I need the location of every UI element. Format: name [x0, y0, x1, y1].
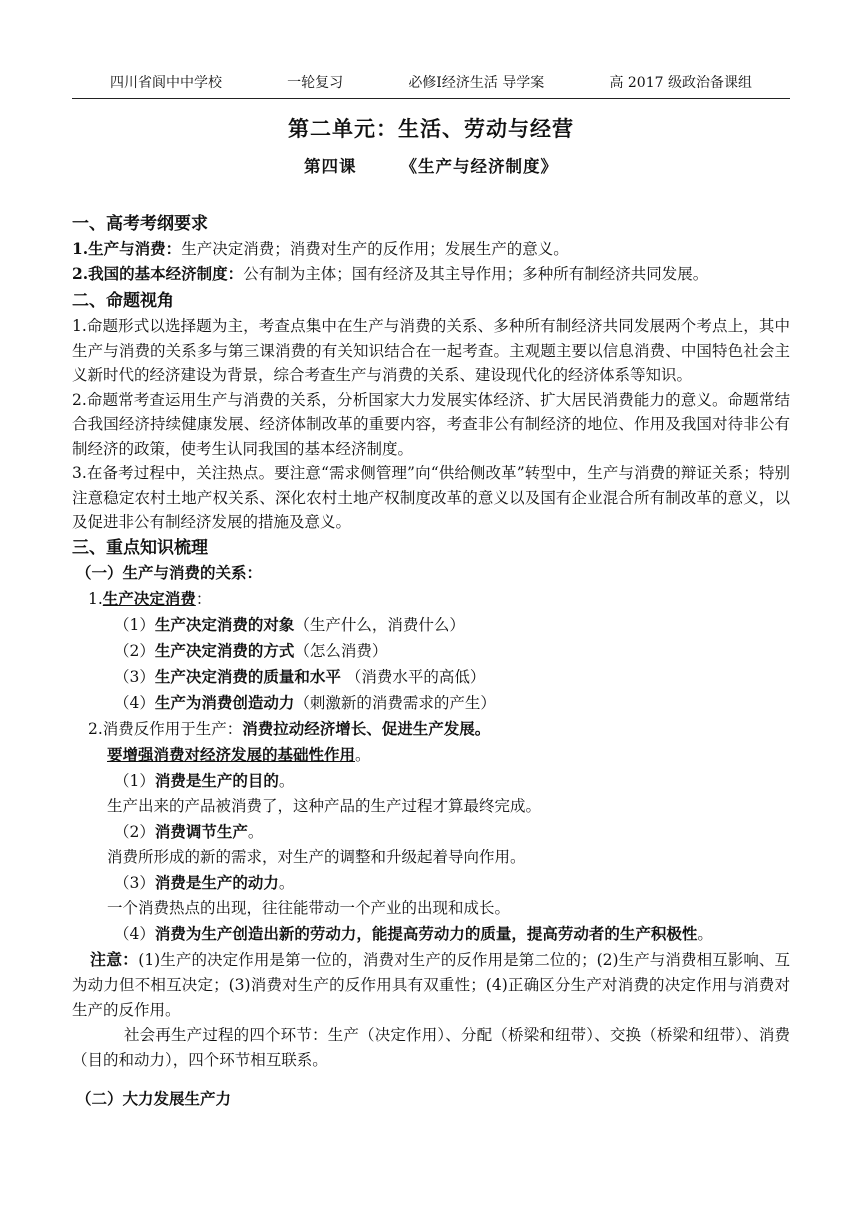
react-item-4-bold: 消费为生产创造出新的劳动力，能提高劳动力的质量，提高劳动者的生产积极性: [154, 923, 698, 943]
perspective-para-1: 1.命题形式以选择题为主，考查点集中在生产与消费的关系、多种所有制经济共同发展两个考点上，其中生产与消费的关系多与第三课消费的有关知识结合在一起考查。主观题主要以信息消费、中国特色社会主义新时代的经济建设为背景，综合考查生产与消费的关系、建设现代化的经济体系等知识。: [72, 317, 790, 384]
decide-item-2-bold: 生产决定消费的方式: [154, 640, 295, 660]
decide-item-1: [72, 612, 790, 638]
decide-item-4-number: （4）: [114, 693, 155, 712]
react-item-3-end: 。: [278, 873, 295, 892]
point-2-prefix: 2.消费反作用于生产：: [88, 719, 243, 738]
lesson-title: [72, 153, 790, 177]
react-item-1: [72, 768, 790, 794]
point-2: [72, 716, 790, 742]
reproduction-paragraph: 社会再生产过程的四个环节：生产（决定作用）、分配（桥梁和纽带）、交换（桥梁和纽带）、消费（目的和动力），四个环节相互联系。: [72, 1025, 790, 1069]
syllabus-item-1-label: 1.生产与消费：: [72, 239, 182, 258]
syllabus-item-1-text: 生产决定消费；消费对生产的反作用；发展生产的意义。: [181, 240, 569, 258]
syllabus-item-2: [72, 262, 790, 287]
point-2-emphasis: [72, 742, 790, 768]
decide-item-2-text: （怎么消费）: [294, 641, 388, 660]
react-item-2-bold: 消费调节生产: [154, 821, 248, 841]
decide-item-4: [72, 690, 790, 716]
decide-item-1-text: （生产什么，消费什么）: [294, 615, 465, 634]
decide-item-3-number: （3）: [114, 667, 155, 686]
unit-title: 第二单元：生活、劳动与经营: [288, 116, 574, 141]
note-text: (1)生产的决定作用是第一位的，消费对生产的反作用是第二位的；(2)生产与消费相互影响、互为动力但不相互决定；(3)消费对生产的反作用具有双重性；(4)正确区分生产对消费的决定作用与消费对生产的反作用。: [72, 950, 790, 1019]
header-group: 高 2017 级政治备课组: [609, 75, 752, 91]
react-item-1-end: 。: [278, 771, 295, 790]
header-school: 四川省阆中中学校: [110, 75, 222, 91]
react-item-4-number: （4）: [114, 924, 155, 943]
note-label: 注意：: [90, 949, 139, 969]
point-2-bold: 消费拉动经济增长、促进生产发展。: [242, 718, 491, 738]
syllabus-item-2-label: 2.我国的基本经济制度：: [72, 263, 244, 283]
point-1-colon: ：: [195, 589, 212, 608]
point-1-title: 生产决定消费: [102, 588, 196, 608]
react-item-3-desc: 一个消费热点的出现，往往能带动一个产业的出现和成长。: [107, 898, 511, 917]
react-item-3-number: （3）: [114, 873, 155, 892]
lesson-number: 第四课: [304, 157, 357, 176]
react-item-4: [72, 921, 790, 947]
react-item-2: [72, 819, 790, 845]
perspective-para-2: 2.命题常考查运用生产与消费的关系，分析国家大力发展实体经济、扩大居民消费能力的意义。命题常结合我国经济持续健康发展、经济体制改革的重要内容，考查非公有制经济的地位、作用及我国对待非公有制经济的政策，使考生认同我国的基本经济制度。: [72, 390, 790, 458]
page-header: [72, 62, 790, 99]
decide-item-1-number: （1）: [114, 615, 155, 634]
note-paragraph: [72, 947, 790, 1023]
react-item-2-number: （2）: [114, 822, 155, 841]
section-heading-2: 二、命题视角: [72, 291, 174, 311]
react-item-3: [72, 870, 790, 896]
decide-item-2: [72, 638, 790, 664]
section-heading-1: 一、高考考纲要求: [72, 214, 208, 234]
point-1: [72, 586, 790, 612]
decide-item-4-text: （刺激新的消费需求的产生）: [294, 693, 496, 712]
syllabus-item-2-text: 公有制为主体；国有经济及其主导作用；多种所有制经济共同发展。: [243, 264, 709, 283]
point-1-number: 1.: [88, 589, 103, 608]
react-item-2-end: 。: [247, 822, 264, 841]
document-page: [72, 62, 790, 1112]
decide-item-3-text: （消费水平的高低）: [340, 667, 486, 686]
point-2-end: 。: [355, 745, 371, 764]
react-item-1-number: （1）: [114, 771, 155, 790]
react-item-2-desc: 消费所形成的新的需求，对生产的调整和升级起着导向作用。: [107, 847, 526, 866]
header-book: 必修Ⅰ经济生活 导学案: [408, 75, 545, 91]
subsection-heading-1: （一）生产与消费的关系：: [76, 563, 263, 582]
decide-item-3-bold: 生产决定消费的质量和水平: [154, 666, 341, 686]
point-2-underline: 要增强消费对经济发展的基础性作用: [107, 744, 356, 764]
decide-item-1-bold: 生产决定消费的对象: [154, 614, 295, 634]
react-item-3-bold: 消费是生产的动力: [154, 872, 279, 892]
react-item-4-end: 。: [697, 924, 713, 943]
decide-item-4-bold: 生产为消费创造动力: [154, 692, 295, 712]
syllabus-item-1: [72, 237, 790, 262]
subsection-heading-2: （二）大力发展生产力: [76, 1089, 232, 1108]
header-review: 一轮复习: [287, 75, 344, 91]
react-item-1-bold: 消费是生产的目的: [154, 770, 279, 790]
perspective-para-3: 3.在备考过程中，关注热点。要注意“需求侧管理”向“供给侧改革”转型中，生产与消费的辩证关系；特别注意稳定农村土地产权关系、深化农村土地产权制度改革的意义以及国有企业混合所有制改革的意义，以及促进非公有制经济发展的措施及意义。: [72, 464, 790, 531]
decide-item-2-number: （2）: [114, 641, 155, 660]
section-heading-3: 三、重点知识梳理: [72, 537, 208, 558]
react-item-1-desc: 生产出来的产品被消费了，这种产品的生产过程才算最终完成。: [107, 796, 542, 815]
decide-item-3: [72, 664, 790, 690]
lesson-name: 《生产与经济制度》: [400, 157, 558, 176]
